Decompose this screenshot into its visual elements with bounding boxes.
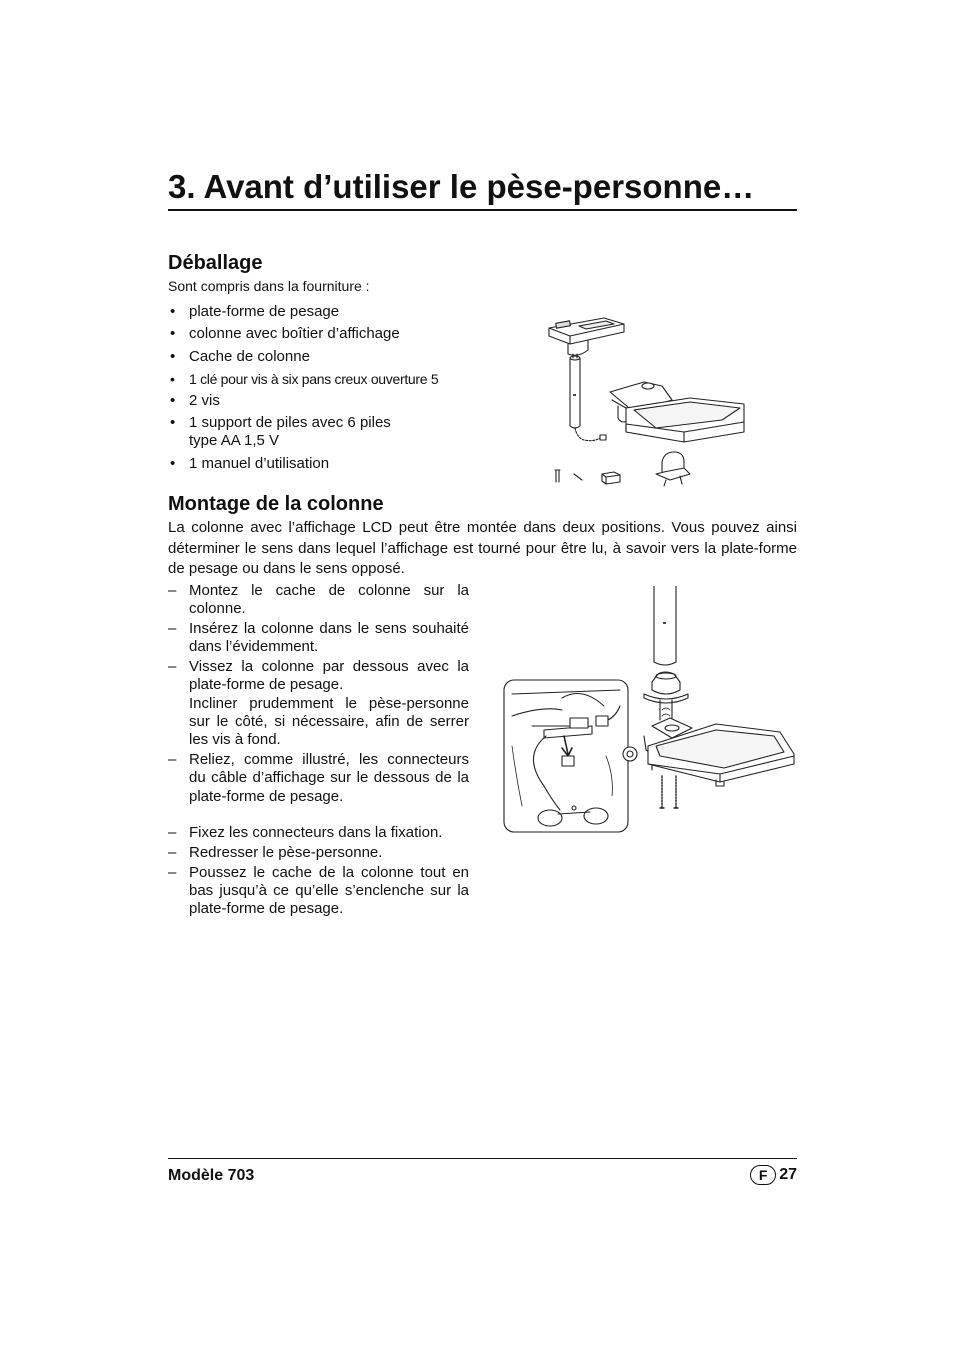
weighing-platform-drawing bbox=[610, 382, 744, 442]
step-note: Incliner prudemment le pèse-personne sur le côté, si nécessaire, afin de serrer les vis à fond. bbox=[189, 694, 469, 749]
list-item-line: type AA 1,5 V bbox=[189, 432, 280, 450]
list-item: – Poussez le cache de la colonne tout en bas jusqu’à ce qu’elle s’enclenche sur la plate-forme de pesage. bbox=[168, 864, 469, 919]
step-text: Vissez la colonne par dessous avec la plate-forme de pesage. bbox=[189, 658, 469, 694]
connector-detail-drawing bbox=[504, 680, 637, 832]
footer-rule bbox=[168, 1158, 797, 1159]
footer-pagination bbox=[750, 1163, 797, 1187]
section-heading-assembly: Montage de la colonne bbox=[168, 493, 384, 515]
list-item bbox=[168, 414, 478, 450]
list-item: – Fixez les connecteurs dans la fixation. bbox=[168, 824, 469, 842]
list-item: • colonne avec boîtier d’affichage bbox=[168, 325, 478, 343]
section-heading-unpacking: Déballage bbox=[168, 252, 263, 274]
assembly-paragraph: La colonne avec l’affichage LCD peut être montée dans deux positions. Vous pouvez ainsi déterminer le sens dans lequel l’affichage est tourné pour être lu, à savoir vers la plate-forme de pesage ou dans le sens opposé. bbox=[168, 519, 797, 577]
footer-model: Modèle 703 bbox=[168, 1167, 255, 1184]
list-item: – Reliez, comme illustré, les connecteurs du câble d’affichage sur le dessous de la plate-forme de pesage. bbox=[168, 751, 469, 806]
list-item: • 1 clé pour vis à six pans creux ouverture 5 bbox=[168, 370, 478, 388]
list-item: – Montez le cache de colonne sur la colonne. bbox=[168, 582, 469, 619]
display-head-drawing bbox=[549, 318, 624, 355]
column-drawing bbox=[570, 354, 606, 441]
list-item-line: 1 support de piles avec 6 piles bbox=[189, 414, 391, 432]
mounting-illustration bbox=[502, 586, 798, 836]
manual-page bbox=[168, 0, 797, 1348]
page-number: 27 bbox=[779, 1166, 797, 1183]
parts-illustration bbox=[544, 314, 754, 490]
list-item: • plate-forme de pesage bbox=[168, 303, 478, 321]
accessories-drawing bbox=[555, 452, 754, 486]
parts-list bbox=[168, 303, 478, 477]
assembly-steps bbox=[168, 582, 469, 920]
language-badge: F bbox=[750, 1165, 776, 1185]
list-item: • 2 vis bbox=[168, 392, 478, 410]
title-rule bbox=[168, 209, 797, 211]
list-item: – Redresser le pèse-personne. bbox=[168, 844, 469, 862]
chapter-title: 3. Avant d’utiliser le pèse-personne… bbox=[168, 168, 755, 205]
unpacking-intro: Sont compris dans la fourniture : bbox=[168, 278, 370, 294]
screws-drawing bbox=[660, 776, 678, 808]
list-item: • 1 manuel d’utilisation bbox=[168, 455, 478, 473]
list-item: – Insérez la colonne dans le sens souhaité dans l’évidemment. bbox=[168, 620, 469, 657]
list-item: • Cache de colonne bbox=[168, 348, 478, 366]
list-item bbox=[168, 658, 469, 749]
